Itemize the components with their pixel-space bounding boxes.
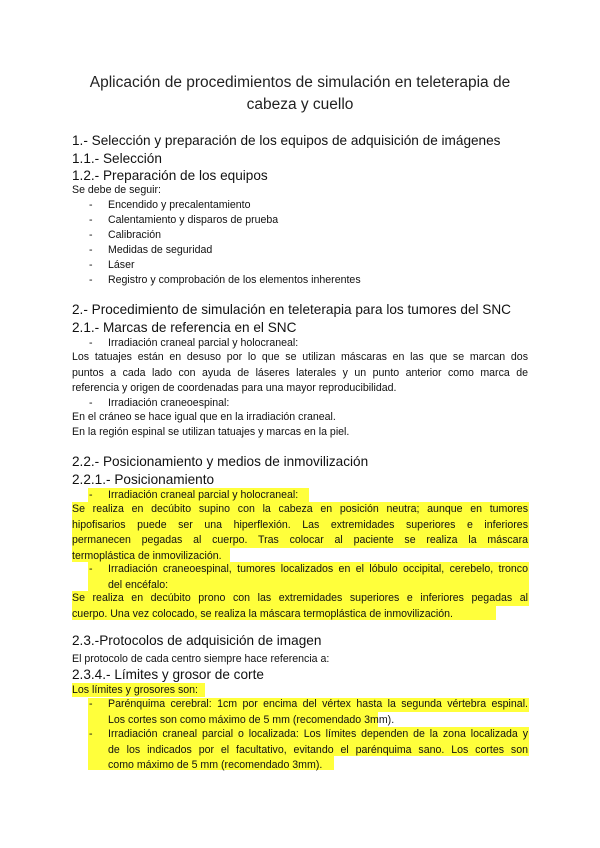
list-item: Registro y comprobación de los elementos inherentes xyxy=(108,274,361,286)
section-2-3-heading: 2.3.-Protocolos de adquisición de imagen xyxy=(72,633,322,648)
bullet-dash: - xyxy=(89,337,93,349)
section-1-heading: 1.- Selección y preparación de los equipos de adquisición de imágenes xyxy=(72,133,501,148)
section-2-2-heading: 2.2.- Posicionamiento y medios de inmovilización xyxy=(72,454,369,469)
bullet-dash: - xyxy=(89,563,93,575)
list-item: Irradiación craneoespinal, tumores localizados en el lóbulo occipital, cerebelo, tronco del encéfalo: xyxy=(108,563,528,591)
section-1-intro: Se debe de seguir: xyxy=(72,184,161,196)
bullet-dash: - xyxy=(89,229,93,241)
section-1-2-heading: 1.2.- Preparación de los equipos xyxy=(72,168,268,183)
bullet-dash: - xyxy=(89,489,93,501)
list-item: Medidas de seguridad xyxy=(108,244,213,256)
paragraph-tatuajes: Los tatuajes están en desuso por lo que se utilizan máscaras en las que se marcan dos puntos a cada lado con ayuda de láseres laterales y un punto anterior como marca de referencia y origen de coordenadas para una mayor reproducibilidad. xyxy=(72,351,528,395)
section-2-3-4-heading: 2.3.4.- Límites y grosor de corte xyxy=(72,667,264,682)
section-2-3-4-intro: Los límites y grosores son: xyxy=(72,684,198,696)
bullet-dash: - xyxy=(89,259,93,271)
list-item: Irradiación craneal parcial y holocraneal: xyxy=(108,337,299,349)
paragraph-prono: Se realiza en decúbito prono con las extremidades superiores e inferiores pegadas al cuerpo. Una vez colocado, se realiza la máscara termoplástica de inmovilización. xyxy=(72,592,528,620)
section-1-1-heading: 1.1.- Selección xyxy=(72,151,162,166)
paragraph-supino: Se realiza en decúbito supino con la cabeza en posición neutra; aunque en tumores hipofisarios puede ser una hiperflexión. Las extremidades superiores e inferiores permanecen pegadas al cuerpo. Tras colocar al paciente se realiza la máscara termoplástica de inmovilización. xyxy=(72,503,528,562)
paragraph-line: En el cráneo se hace igual que en la irradiación craneal. xyxy=(72,411,336,423)
list-item: Láser xyxy=(108,259,135,271)
list-item: Irradiación craneal parcial o localizada: Los límites dependen de la zona localizada y de los indicados por el facultativo, evitando el parénquima sano. Los cortes son como máximo de 5 mm (recomendado 3mm). xyxy=(108,728,528,772)
section-2-1-heading: 2.1.- Marcas de referencia en el SNC xyxy=(72,320,297,335)
list-item: Encendido y precalentamiento xyxy=(108,199,251,211)
bullet-dash: - xyxy=(89,199,93,211)
bullet-dash: - xyxy=(89,274,93,286)
section-2-heading: 2.- Procedimiento de simulación en teleterapia para los tumores del SNC xyxy=(72,302,511,317)
bullet-dash: - xyxy=(89,728,93,740)
paragraph-line: En la región espinal se utilizan tatuajes y marcas en la piel. xyxy=(72,426,350,438)
list-item: Parénquima cerebral: 1cm por encima del vértex hasta la segunda vértebra espinal. Los cortes son como máximo de 5 mm (recomendado 3mm). xyxy=(108,698,528,726)
list-item: Calentamiento y disparos de prueba xyxy=(108,214,279,226)
list-item: Irradiación craneoespinal: xyxy=(108,397,230,409)
bullet-dash: - xyxy=(89,397,93,409)
document-title: Aplicación de procedimientos de simulación en teleterapia de cabeza y cuello xyxy=(89,74,511,113)
bullet-dash: - xyxy=(89,698,93,710)
bullet-dash: - xyxy=(89,214,93,226)
list-item: Calibración xyxy=(108,229,161,241)
list-item: Irradiación craneal parcial y holocraneal: xyxy=(108,489,299,501)
section-2-2-1-heading: 2.2.1.- Posicionamiento xyxy=(72,472,215,487)
section-2-3-intro: El protocolo de cada centro siempre hace referencia a: xyxy=(72,653,330,665)
bullet-dash: - xyxy=(89,244,93,256)
